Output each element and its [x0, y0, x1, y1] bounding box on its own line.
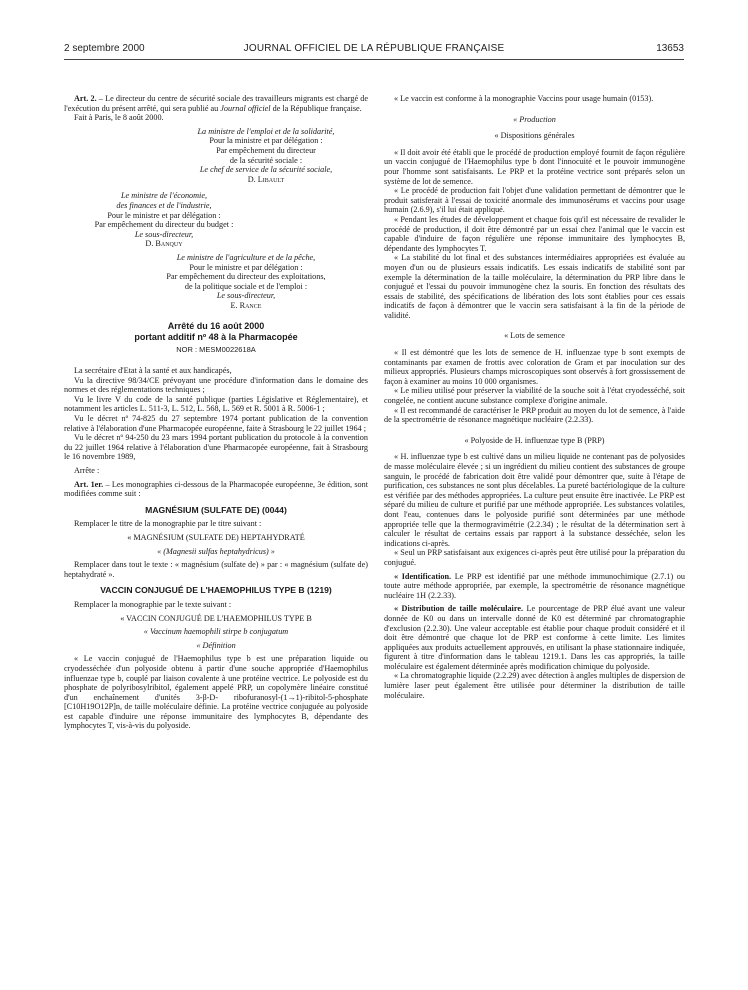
conformity-text: « Le vaccin est conforme à la monographie Vaccins pour usage humain (0153). [394, 94, 654, 103]
sig2-title-2: des finances et de l'industrie, [116, 200, 212, 210]
vaccin-instruction: Remplacer la monographie par le texte suivant : [74, 599, 232, 609]
general-provisions-heading: « Dispositions générales [494, 131, 575, 141]
sig3-name: E. Rance [230, 300, 262, 310]
sig2-name: D. Banquy [145, 239, 183, 249]
magnesium-latin-title: « (Magnesii sulfas heptahydricus) » [157, 546, 275, 556]
article-2 [64, 94, 368, 113]
general-provisions-1: « Il doit avoir été établi que le procédé de production employé fournit de façon régulière un vaccin conjugué de l'Haemophilus type b dont l'innocuité et le pouvoir immunogène pour l'homme sont satisfaisants. Le PRP et la protéine vectrice sont préparés selon un système de lot de semence. [384, 147, 685, 186]
vaccin-latin-title: « Vaccinum haemophili stirpe b conjugatum [143, 627, 289, 637]
signature-block-1 [64, 127, 368, 185]
definition-text: « Le vaccin conjugué de l'Haemophilus type b est une préparation liquide ou cryodesséchée d'un polyoside obtenu à partir d'une souche appropriée d'Haemophilus influenzae type b, couplé par liaison covalente à une protéine vectrice. Le polyoside est du phosphate de polyribosylribitol, également appelé PRP, un copolymère linéaire constitué d'un enchaînement d'unités 3-β-D- ribofuranosyl-(1→1)-ribitol-5-phosphate [C10H19O12P]n, de taille moléculaire définie. La protéine vectrice conjuguée au polyoside est capable d'induire une réponse immunitaire des lymphocytes B, dépendante des lymphocytes T, vis-à-vis du polyoside. [64, 654, 368, 731]
prp-culture: « H. influenzae type b est cultivé dans un milieu liquide ne contenant pas de polyosides de masse moléculaire élevée ; si un ingrédient du milieu contient des substances de groupe sanguin, le procédé de fabrication doit être validé pour démontrer que, suite à l'étape de purification, ces substances ne sont plus décelables. La pureté bactériologique de la culture est vérifiée par des méthodes appropriées. La culture peut ensuite être inactivée. Le PRP est séparé du milieu de culture et purifié par une méthode appropriée. Les substances volatiles, dont l'eau, contenues dans le polyoside purifié sont déterminées par une méthode appropriée telle que la thermogravimétrie (2.2.34) ; le résultat de la détermination sert à calculer le résultat de certains essais par rapport à la substance desséchée, selon les indications ci-après. [384, 452, 685, 548]
general-provisions-3: « Pendant les études de développement et chaque fois qu'il est nécessaire de revalider le procédé de production, il doit être démontré par un essai chez l'animal que le vaccin est capable d'induire de façon régulière une réponse immunitaire des lymphocytes B, dépendante des lymphocytes T. [384, 214, 685, 253]
arrete-title: Arrêté du 16 août 2000 [167, 321, 265, 332]
sig2-empechement: Par empêchement du directeur du budget : [94, 220, 234, 230]
nor-reference: NOR : MESM0022618A [176, 345, 256, 355]
sig1-direction: de la sécurité sociale : [229, 155, 303, 165]
size-distribution-text: Le pourcentage de PRP élué avant une valeur donnée de K0 ou dans un intervalle donné de K0 est déterminé par chromatographie d'exclusion (2.2.30). Une valeur acceptable est établie pour chaque produit considéré et il doit être démontré que chaque lot de PRP est conforme à cette limite. Les limites appliquées aux produits actuellement approuvés, en utilisant la phase stationnaire indiquée, figurent à titre d'information dans le tableau 1219.1. Dans les cas appropriés, la taille moléculaire est également déterminée après modification chimique du polyoside. [384, 604, 685, 671]
prp-heading: « Polyoside de H. influenzae type B (PRP) [464, 435, 605, 445]
right-column [384, 94, 685, 700]
signature-block-3 [64, 253, 368, 311]
fait-a-paris: Fait à Paris, le 8 août 2000. [74, 113, 164, 123]
header-rule [64, 59, 684, 60]
seed-lots-heading: « Lots de semence [504, 331, 565, 341]
vu-directive: Vu la directive 98/34/CE prévoyant une procédure d'information dans le domaine des normes et des réglementations techniques ; [64, 375, 368, 395]
vu-decret-1994: Vu le décret nº 94-250 du 23 mars 1994 portant publication du protocole à la convention du 22 juillet 1964 relative à l'élaboration d'une Pharmacopée européenne, fait à Strasbourg le 16 novembre 1989, [64, 433, 368, 462]
article-2-text: – Le directeur du centre de sécurité sociale des travailleurs migrants est chargé de l'exécution du présent arrêté, qui sera publié au [64, 94, 369, 113]
sig3-title: Le ministre de l'agriculture et de la pêche, [176, 252, 316, 262]
article-2-label: Art. 2. [74, 94, 97, 103]
header-page-number: 13653 [656, 43, 684, 54]
magnesium-replace: Remplacer dans tout le texte : « magnésium (sulfate de) » par : « magnésium (sulfate de) heptahydraté ». [64, 560, 368, 579]
sig1-empechement: Par empêchement du directeur [216, 145, 316, 155]
article-2-text-end: de la République française. [270, 103, 362, 113]
magnesium-instruction: Remplacer le titre de la monographie par le titre suivant : [74, 519, 262, 529]
prp-identification [384, 572, 685, 601]
header-date: 2 septembre 2000 [64, 43, 145, 54]
sig3-sous-directeur: Le sous-directeur, [216, 291, 276, 301]
magnesium-heading: MAGNÉSIUM (SULFATE DE) (0044) [145, 504, 287, 515]
production-heading: « Production [513, 114, 556, 124]
vu-code-sante: Vu le livre V du code de la santé publique (parties Législative et Réglementaire), et notamment les articles L. 511-3, L. 512, L. 568, L. 569 et R. 5001 à R. 5006-1 ; [64, 394, 368, 414]
magnesium-new-title: « MAGNÉSIUM (SULFATE DE) HEPTAHYDRATÉ [127, 532, 305, 542]
general-provisions-4: « La stabilité du lot final et des substances intermédiaires appropriées est évaluée au moyen d'un ou de plusieurs essais indicatifs. Les essais indicatifs de stabilité sont par exemple la détermination de la taille moléculaire, la détermination du PRP libre dans le conjugué et l'essai du pouvoir immunogène chez la souris. En fonction des résultats des essais de stabilité, des spécifications de libération des lots sont établies pour ces essais indicatifs de façon à démontrer que le vaccin sera satisfaisant à la fin de la période de validité. [384, 253, 685, 320]
size-distribution-label: « Distribution de taille moléculaire. [394, 604, 523, 614]
page-header [64, 43, 684, 57]
header-journal-title: JOURNAL OFFICIEL DE LA RÉPUBLIQUE FRANÇAISE [243, 43, 505, 54]
vu-decret-1974: Vu le décret nº 74-825 du 27 septembre 1974 portant publication de la convention relative à l'élaboration d'une Pharmacopée européenne, faite à Strasbourg le 22 juillet 1964 ; [64, 414, 368, 433]
sig1-chef: Le chef de service de la sécurité sociale, [199, 165, 333, 175]
prp-chromatography: « La chromatographie liquide (2.2.29) avec détection à angles multiples de dispersion de lumière laser peut également être utilisée pour déterminer la distribution de taille moléculaire. [384, 671, 685, 700]
article-1 [64, 480, 368, 499]
article-1-label: Art. 1er. [74, 479, 104, 489]
journal-officiel-ref: Journal officiel [220, 103, 271, 113]
sig3-empechement: Par empêchement du directeur des exploitations, [166, 272, 326, 282]
definition-heading: « Définition [196, 640, 236, 650]
sig2-sous-directeur: Le sous-directeur, [134, 229, 194, 239]
seed-lots-1: « Il est démontré que les lots de semence de H. influenzae type b sont exempts de contaminants par examen de frottis avec coloration de Gram et par inoculation sur des milieux appropriés. Plusieurs champs microscopiques sont observés à fort grossissement de façon à examiner au moins 10 000 organismes. [384, 348, 685, 386]
arrete-label: Arrête : [74, 466, 100, 475]
general-provisions-2: « Le procédé de production fait l'objet d'une validation permettant de démontrer que le produit satisferait à l'essai de toxicité anormale des immunosérums et vaccins pour usage humain (2.6.9), s'il lui était appliqué. [384, 186, 685, 215]
sig1-delegation: Pour la ministre et par délégation : [209, 136, 323, 146]
vaccin-heading: VACCIN CONJUGUÉ DE L'HAEMOPHILUS TYPE B (1219) [100, 585, 332, 596]
sig3-delegation: Pour le ministre et par délégation : [189, 262, 303, 272]
prp-requirement: « Seul un PRP satisfaisant aux exigences ci-après peut être utilisé pour la préparation du conjugué. [384, 548, 685, 567]
vaccin-new-title: « VACCIN CONJUGUÉ DE L'HAEMOPHILUS TYPE B [120, 613, 312, 623]
secretaire-etat: La secrétaire d'Etat à la santé et aux handicapés, [74, 366, 232, 376]
sig1-title: La ministre de l'emploi et de la solidarité, [197, 126, 335, 136]
sig2-delegation: Pour le ministre et par délégation : [107, 210, 221, 220]
arrete-subtitle: portant additif nº 48 à la Pharmacopée [134, 331, 298, 342]
seed-lots-3: « Il est recommandé de caractériser le PRP produit au moyen du lot de semence, à l'aide de la spectrométrie de résonance magnétique nucléaire (2.2.33). [384, 405, 685, 425]
left-column [64, 94, 368, 731]
arrete-heading [64, 321, 368, 355]
prp-size-distribution [384, 604, 685, 671]
seed-lots-2: « Le milieu utilisé pour préserver la viabilité de la souche soit à l'état cryodesséché, soit congelée, ne contient aucune substance complexe d'origine animale. [384, 386, 685, 406]
sig3-direction: de la politique sociale et de l'emploi : [184, 281, 308, 291]
identification-text: Le PRP est identifié par une méthode immunochimique (2.7.1) ou toute autre méthode appropriée, par exemple, la spectrométrie de résonance magnétique nucléaire 1H (2.2.33). [384, 571, 685, 600]
sig2-title: Le ministre de l'économie, [120, 191, 208, 201]
sig1-name: D. Libault [247, 174, 285, 184]
identification-label: « Identification. [394, 571, 452, 581]
article-1-text: – Les monographies ci-dessous de la Pharmacopée européenne, 3e édition, sont modifiées comme suit : [64, 479, 369, 499]
signature-block-2 [64, 191, 264, 249]
